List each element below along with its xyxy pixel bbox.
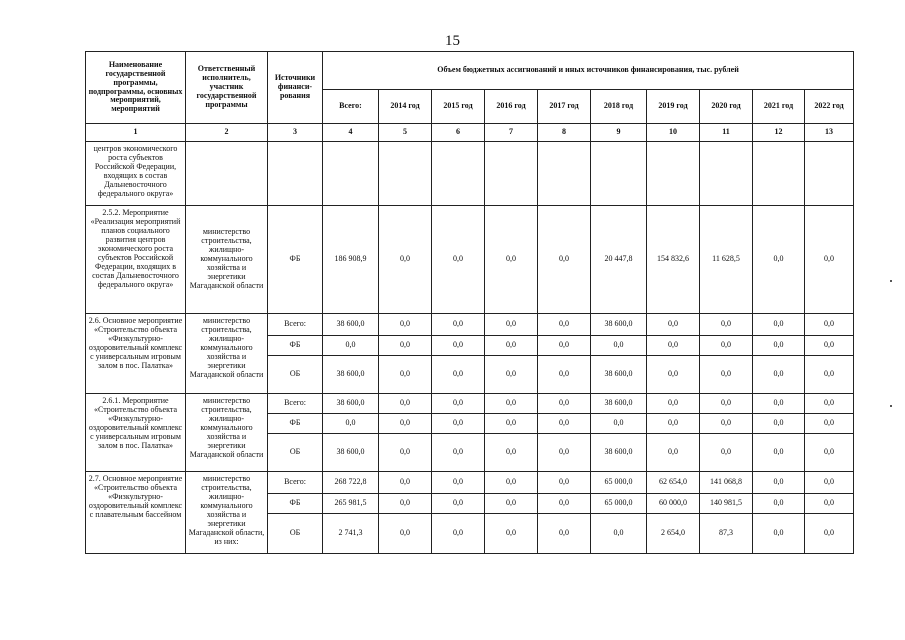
- value-cell: 0,0: [753, 434, 805, 472]
- value-cell: 0,0: [432, 472, 485, 494]
- program-name-cell: 2.7. Основное мероприятие «Строительство объекта «Физкультурно-оздоровительный комплекс с плавательным бассейном: [86, 472, 186, 554]
- value-cell: 0,0: [753, 314, 805, 336]
- value-cell: 0,0: [432, 206, 485, 314]
- value-cell: 0,0: [753, 414, 805, 434]
- header-year-2017: 2017 год: [538, 90, 591, 124]
- value-cell: 0,0: [485, 336, 538, 356]
- header-year-total: Всего:: [323, 90, 379, 124]
- value-cell: 0,0: [323, 414, 379, 434]
- value-cell: 186 908,9: [323, 206, 379, 314]
- value-cell: 0,0: [805, 394, 854, 414]
- value-cell: 38 600,0: [591, 434, 647, 472]
- col-number: 2: [186, 124, 268, 142]
- value-cell: 0,0: [753, 356, 805, 394]
- value-cell: 0,0: [538, 206, 591, 314]
- value-cell: 0,0: [805, 514, 854, 554]
- col-number: 4: [323, 124, 379, 142]
- value-cell: 87,3: [700, 514, 753, 554]
- value-cell: 0,0: [753, 394, 805, 414]
- value-cell: 38 600,0: [323, 356, 379, 394]
- col-number: 7: [485, 124, 538, 142]
- value-cell: 65 000,0: [591, 494, 647, 514]
- value-cell: 60 000,0: [647, 494, 700, 514]
- program-name-cell: 2.6. Основное мероприятие «Строительство объекта «Физкультурно-оздоровительный комплекс с универсальным игровым залом в пос. Палатка»: [86, 314, 186, 394]
- value-cell: 0,0: [538, 514, 591, 554]
- value-cell: 0,0: [700, 434, 753, 472]
- value-cell: 0,0: [379, 336, 432, 356]
- column-number-row: [86, 124, 854, 142]
- value-cell: 0,0: [753, 514, 805, 554]
- header-year-2022: 2022 год: [805, 90, 854, 124]
- value-cell: 0,0: [485, 356, 538, 394]
- header-executor: Ответственный исполнитель, участник государственной программы: [186, 52, 268, 124]
- executor-cell: министерство строительства, жилищно-коммунального хозяйства и энергетики Магаданской области: [186, 394, 268, 472]
- value-cell: 0,0: [485, 472, 538, 494]
- value-cell: 0,0: [432, 514, 485, 554]
- budget-table: [85, 51, 854, 554]
- value-cell: 0,0: [379, 472, 432, 494]
- executor-cell: министерство строительства, жилищно-коммунального хозяйства и энергетики Магаданской области, из них:: [186, 472, 268, 554]
- table-row-continuation: [86, 142, 854, 206]
- value-cell: 0,0: [753, 206, 805, 314]
- value-cell: 38 600,0: [323, 434, 379, 472]
- value-cell: 0,0: [805, 414, 854, 434]
- scan-mark: [890, 280, 892, 282]
- col-number: 3: [268, 124, 323, 142]
- value-cell: 38 600,0: [323, 394, 379, 414]
- col-number: 1: [86, 124, 186, 142]
- program-name-cell: центров экономического роста субъектов Российской Федерации, входящих в состав Дальневосточного федерального округа»: [86, 142, 186, 206]
- header-source: Источники финанси-рования: [268, 52, 323, 124]
- value-cell: 0,0: [379, 434, 432, 472]
- value-cell: 20 447,8: [591, 206, 647, 314]
- table-row: [86, 206, 854, 314]
- header-year-2018: 2018 год: [591, 90, 647, 124]
- value-cell: 0,0: [379, 356, 432, 394]
- scan-mark: [890, 405, 892, 407]
- table-row: [86, 472, 854, 494]
- value-cell: 65 000,0: [591, 472, 647, 494]
- program-name-cell: 2.5.2. Мероприятие «Реализация мероприятий планов социального развития центров экономического роста субъектов Российской Федерации, входящих в состав Дальневосточного федерального округа»: [86, 206, 186, 314]
- value-cell: 0,0: [379, 314, 432, 336]
- col-number: 13: [805, 124, 854, 142]
- value-cell: 0,0: [753, 494, 805, 514]
- value-cell: 0,0: [379, 414, 432, 434]
- col-number: 11: [700, 124, 753, 142]
- source-cell: Всего:: [268, 314, 323, 336]
- page-number: 15: [445, 33, 460, 49]
- header-year-2019: 2019 год: [647, 90, 700, 124]
- value-cell: 0,0: [591, 414, 647, 434]
- header-year-2021: 2021 год: [753, 90, 805, 124]
- value-cell: 0,0: [591, 336, 647, 356]
- value-cell: 0,0: [805, 472, 854, 494]
- value-cell: 0,0: [647, 414, 700, 434]
- value-cell: 0,0: [485, 394, 538, 414]
- value-cell: 0,0: [485, 314, 538, 336]
- value-cell: 0,0: [753, 336, 805, 356]
- value-cell: 11 628,5: [700, 206, 753, 314]
- value-cell: 0,0: [432, 394, 485, 414]
- value-cell: 38 600,0: [591, 356, 647, 394]
- value-cell: 0,0: [700, 336, 753, 356]
- source-cell: ОБ: [268, 514, 323, 554]
- source-cell: Всего:: [268, 472, 323, 494]
- value-cell: 0,0: [538, 414, 591, 434]
- value-cell: 38 600,0: [591, 394, 647, 414]
- executor-cell: министерство строительства, жилищно-коммунального хозяйства и энергетики Магаданской области: [186, 206, 268, 314]
- value-cell: 0,0: [485, 514, 538, 554]
- value-cell: 0,0: [432, 314, 485, 336]
- value-cell: 0,0: [538, 434, 591, 472]
- table-row: [86, 394, 854, 414]
- program-name-cell: 2.6.1. Мероприятие «Строительство объекта «Физкультурно-оздоровительный комплекс с универсальным игровым залом в пос. Палатка»: [86, 394, 186, 472]
- value-cell: 0,0: [647, 336, 700, 356]
- value-cell: 0,0: [432, 434, 485, 472]
- value-cell: 0,0: [379, 206, 432, 314]
- header-year-2020: 2020 год: [700, 90, 753, 124]
- value-cell: 0,0: [538, 394, 591, 414]
- value-cell: 2 654,0: [647, 514, 700, 554]
- value-cell: 0,0: [591, 514, 647, 554]
- header-year-2015: 2015 год: [432, 90, 485, 124]
- source-cell: Всего:: [268, 394, 323, 414]
- value-cell: 0,0: [538, 472, 591, 494]
- value-cell: 0,0: [805, 356, 854, 394]
- value-cell: 0,0: [805, 434, 854, 472]
- value-cell: 0,0: [700, 314, 753, 336]
- value-cell: 0,0: [485, 414, 538, 434]
- value-cell: 0,0: [647, 434, 700, 472]
- header-volume: Объем бюджетных ассигнований и иных источников финансирования, тыс. рублей: [323, 52, 854, 90]
- value-cell: 0,0: [538, 314, 591, 336]
- source-cell: ОБ: [268, 356, 323, 394]
- value-cell: 0,0: [485, 494, 538, 514]
- source-cell: ФБ: [268, 206, 323, 314]
- value-cell: 0,0: [700, 356, 753, 394]
- col-number: 10: [647, 124, 700, 142]
- header-year-2016: 2016 год: [485, 90, 538, 124]
- source-cell: ФБ: [268, 494, 323, 514]
- value-cell: 0,0: [538, 356, 591, 394]
- value-cell: 0,0: [538, 336, 591, 356]
- value-cell: 38 600,0: [591, 314, 647, 336]
- value-cell: 0,0: [485, 434, 538, 472]
- value-cell: 0,0: [805, 336, 854, 356]
- col-number: 8: [538, 124, 591, 142]
- value-cell: 0,0: [432, 414, 485, 434]
- source-cell: ОБ: [268, 434, 323, 472]
- table-row: [86, 314, 854, 336]
- executor-cell: министерство строительства, жилищно-коммунального хозяйства и энергетики Магаданской области: [186, 314, 268, 394]
- value-cell: 0,0: [379, 514, 432, 554]
- value-cell: 0,0: [700, 414, 753, 434]
- value-cell: 140 981,5: [700, 494, 753, 514]
- source-cell: ФБ: [268, 414, 323, 434]
- value-cell: 0,0: [323, 336, 379, 356]
- value-cell: 0,0: [432, 356, 485, 394]
- value-cell: 2 741,3: [323, 514, 379, 554]
- value-cell: 0,0: [753, 472, 805, 494]
- header-year-2014: 2014 год: [379, 90, 432, 124]
- value-cell: 0,0: [647, 314, 700, 336]
- col-number: 5: [379, 124, 432, 142]
- value-cell: 0,0: [647, 356, 700, 394]
- value-cell: 141 068,8: [700, 472, 753, 494]
- value-cell: 0,0: [647, 394, 700, 414]
- value-cell: 0,0: [538, 494, 591, 514]
- value-cell: 0,0: [379, 494, 432, 514]
- col-number: 6: [432, 124, 485, 142]
- value-cell: 0,0: [485, 206, 538, 314]
- col-number: 12: [753, 124, 805, 142]
- value-cell: 0,0: [700, 394, 753, 414]
- value-cell: 0,0: [432, 494, 485, 514]
- value-cell: 268 722,8: [323, 472, 379, 494]
- value-cell: 62 654,0: [647, 472, 700, 494]
- value-cell: 0,0: [805, 314, 854, 336]
- value-cell: 0,0: [805, 494, 854, 514]
- value-cell: 0,0: [432, 336, 485, 356]
- source-cell: ФБ: [268, 336, 323, 356]
- value-cell: 154 832,6: [647, 206, 700, 314]
- value-cell: 38 600,0: [323, 314, 379, 336]
- value-cell: 0,0: [379, 394, 432, 414]
- value-cell: 265 981,5: [323, 494, 379, 514]
- col-number: 9: [591, 124, 647, 142]
- header-name: Наименование государственной программы, подпрограммы, основных мероприятий, мероприятий: [86, 52, 186, 124]
- value-cell: 0,0: [805, 206, 854, 314]
